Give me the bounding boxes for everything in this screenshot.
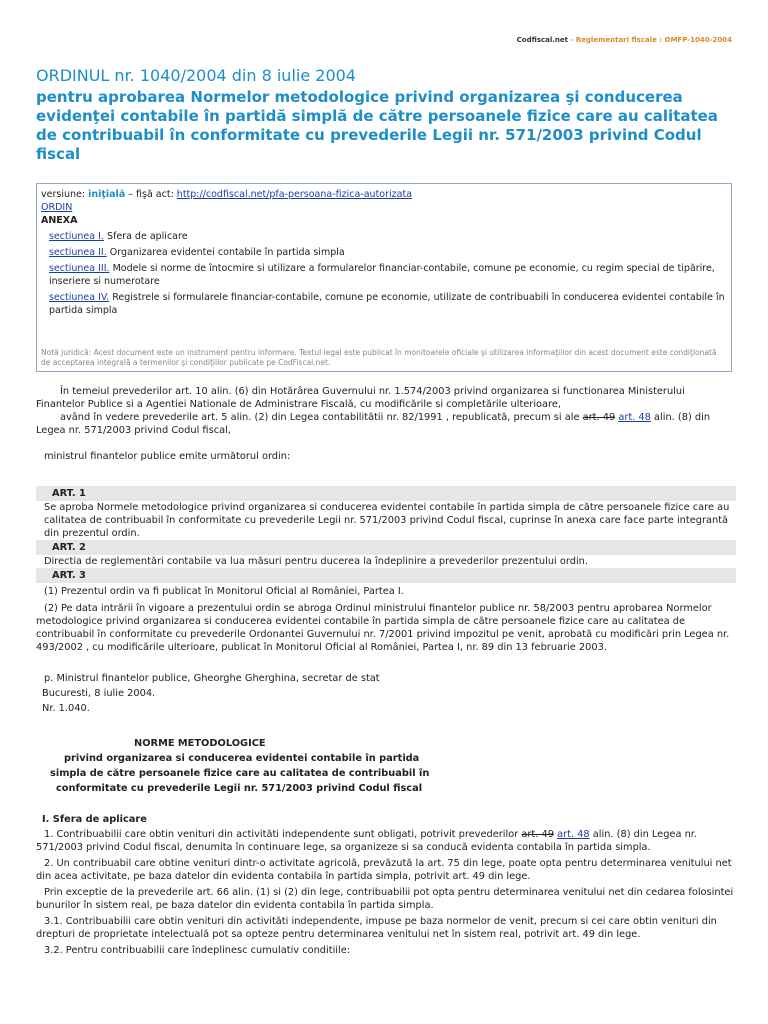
fisa-label: – fişă act: bbox=[125, 189, 177, 200]
norme-subtitle-3: conformitate cu prevederile Legii nr. 571/2003 privind Codul fiscal bbox=[56, 783, 423, 794]
s1-strike: art. 49 bbox=[521, 829, 554, 840]
section-link-2[interactable]: sectiunea II. bbox=[49, 247, 107, 258]
section-text-3: Modele si norme de întocmire si utilizare a formularelor financiar-contabile, comune pe economie, cu regim special de tipărire, inseriere si numerotare bbox=[49, 263, 715, 287]
section-text-2: Organizarea evidentei contabile în partida simpla bbox=[106, 247, 345, 258]
signature-line: p. Ministrul finantelor publice, Gheorghe Gherghina, secretar de stat bbox=[44, 673, 380, 684]
site-name[interactable]: Codfiscal.net bbox=[516, 36, 568, 44]
section-text-4: Registrele si formularele financiar-contabile, comune pe economie, utilizate de contribuabili în conducerea evidentei contabile în partida simpla bbox=[49, 292, 725, 316]
s1-text-b: alin. (8) din Legea nr. 571/2003 privind Codul fiscal, denumita în continuare lege, sa organizeze si sa conducă evidenta contabila în partida simpla. bbox=[36, 829, 698, 853]
order-subtitle: pentru aprobarea Normelor metodologice privind organizarea şi conducerea evidenţei contabile în partidă simplă de către persoanele fizice care au calitatea de contribuabil în conformitate cu prevederile Legii nr. 571/2003 privind Codul fiscal bbox=[36, 88, 718, 163]
version-row bbox=[41, 188, 727, 201]
document-title bbox=[36, 66, 736, 164]
preamble-p2 bbox=[36, 411, 736, 437]
preamble-p1: În temeiul prevederilor art. 10 alin. (6) din Hotărârea Guvernului nr. 1.574/2003 privind organizarea si functionarea Ministerului Finantelor Publice si a Agentiei Nationale de Administrare Fiscală, cu modificările si completările ulterioare, bbox=[36, 386, 685, 410]
version-label: versiune: bbox=[41, 189, 89, 200]
section-link-3[interactable]: sectiunea III. bbox=[49, 263, 110, 274]
norme-subtitle-2: simpla de către persoanele fizice care au calitatea de contribuabil în bbox=[50, 768, 430, 779]
section-text-1: Sfera de aplicare bbox=[103, 231, 188, 242]
signature-date: Bucuresti, 8 iulie 2004. bbox=[42, 688, 156, 699]
art-3-p1: (1) Prezentul ordin va fi publicat în Monitorul Oficial al României, Partea I. bbox=[44, 586, 404, 597]
legal-note: Notă juridică: Acest document este un instrument pentru informare. Textul legal este publicat în monitoarele oficiale şi utilizarea informaţiilor din acest document este condiţionată de acceptarea integrală a termenilor şi condiţiilor publicate pe CodFiscal.net. bbox=[41, 348, 717, 367]
anexa-label: ANEXA bbox=[41, 215, 78, 226]
signature-number: Nr. 1.040. bbox=[42, 703, 90, 714]
section-link-4[interactable]: sectiunea IV. bbox=[49, 292, 110, 303]
art-3-header: ART. 3 bbox=[36, 568, 736, 583]
art-1-header: ART. 1 bbox=[36, 486, 736, 501]
s1-art-link[interactable]: art. 48 bbox=[557, 829, 590, 840]
section-1-title: I. Sfera de aplicare bbox=[42, 814, 147, 825]
section-1-p3: Prin exceptie de la prevederile art. 66 alin. (1) si (2) din lege, contribuabilii pot opta pentru determinarea venitului net din cedarea folosintei bunurilor în sistem real, pe baza datelor din evidenta contabila în partida simpla. bbox=[36, 887, 734, 911]
ordin-link[interactable]: ORDIN bbox=[41, 202, 73, 213]
section-item bbox=[41, 230, 727, 243]
section-item bbox=[41, 262, 727, 288]
section-item bbox=[41, 246, 727, 259]
art-1-text: Se aproba Normele metodologice privind organizarea si conducerea evidentei contabile în partida simpla de către persoanele fizice care au calitatea de contribuabil în conformitate cu prevederile Legii nr. 571/2003 privind Codul fiscal, cuprinse în anexa care face parte integrantă din prezentul ordin. bbox=[44, 502, 730, 539]
site-header bbox=[517, 36, 732, 44]
art-3-p2: (2) Pe data intrării în vigoare a prezentului ordin se abroga Ordinul ministrului finantelor publice nr. 58/2003 pentru aprobarea Normelor metodologice privind organizarea si conducerea evidentei contabile în partida simpla de către persoanele fizice care au calitatea de contribuabil în conformitate cu prevederile Ordonantei Guvernului nr. 7/2001 privind impozitul pe venit, aprobată cu modificări prin Legea nr. 493/2002 , cu modificările ulterioare, publicat în Monitorul Oficial al României, Partea I, nr. 89 din 13 februarie 2003. bbox=[36, 603, 730, 653]
s1-text-a: 1. Contribuabilii care obtin venituri din activităti independente sunt obligati, potrivit prevederilor bbox=[44, 829, 522, 840]
norme-title: NORME METODOLOGICE bbox=[134, 738, 266, 749]
version-value: iniţială bbox=[88, 189, 126, 200]
header-separator: - bbox=[568, 36, 576, 44]
p2-strike: art. 49 bbox=[582, 412, 616, 423]
info-box bbox=[36, 183, 732, 372]
order-title: ORDINUL nr. 1040/2004 din 8 iulie 2004 bbox=[36, 66, 356, 85]
section-1-p1 bbox=[36, 828, 736, 854]
document-body bbox=[36, 385, 736, 957]
section-1-p31: 3.1. Contribuabilii care obtin venituri din activităti independente, impuse pe baza normelor de venit, precum si cei care obtin venituri din drepturi de proprietate intelectuală pot sa opteze pentru determinarea venitului net în sistem real, potrivit art. 49 din lege. bbox=[36, 916, 717, 940]
section-item bbox=[41, 291, 727, 317]
header-section: Reglementari fiscale : OMFP-1040-2004 bbox=[575, 36, 732, 44]
art-2-header: ART. 2 bbox=[36, 540, 736, 555]
preamble-p3: ministrul finantelor publice emite următorul ordin: bbox=[44, 451, 291, 462]
section-link-1[interactable]: sectiunea I. bbox=[49, 231, 104, 242]
norme-subtitle-1: privind organizarea si conducerea evidentei contabile în partida bbox=[64, 753, 420, 764]
art-2-text: Directia de reglementări contabile va lua măsuri pentru ducerea la îndeplinire a prevederilor prezentului ordin. bbox=[44, 556, 588, 567]
p2-text-a: având în vedere prevederile art. 5 alin. (2) din Legea contabilitătii nr. 82/1991 , republicată, precum si ale bbox=[60, 412, 583, 423]
section-1-p32: 3.2. Pentru contribuabilii care îndeplinesc cumulativ conditiile: bbox=[44, 945, 351, 956]
fisa-link[interactable]: http://codfiscal.net/pfa-persoana-fizica-autorizata bbox=[176, 189, 413, 200]
p2-text-b: alin. (8) din Legea nr. 571/2003 privind Codul fiscal, bbox=[36, 412, 711, 436]
p2-art-link[interactable]: art. 48 bbox=[618, 412, 651, 423]
section-1-p2: 2. Un contribuabil care obtine venituri dintr-o activitate agricolă, prevăzută la art. 75 din lege, poate opta pentru determinarea venitului net din acea activitate, pe baza datelor din evidenta contabila în partida simpla, potrivit art. 49 din lege. bbox=[36, 858, 732, 882]
